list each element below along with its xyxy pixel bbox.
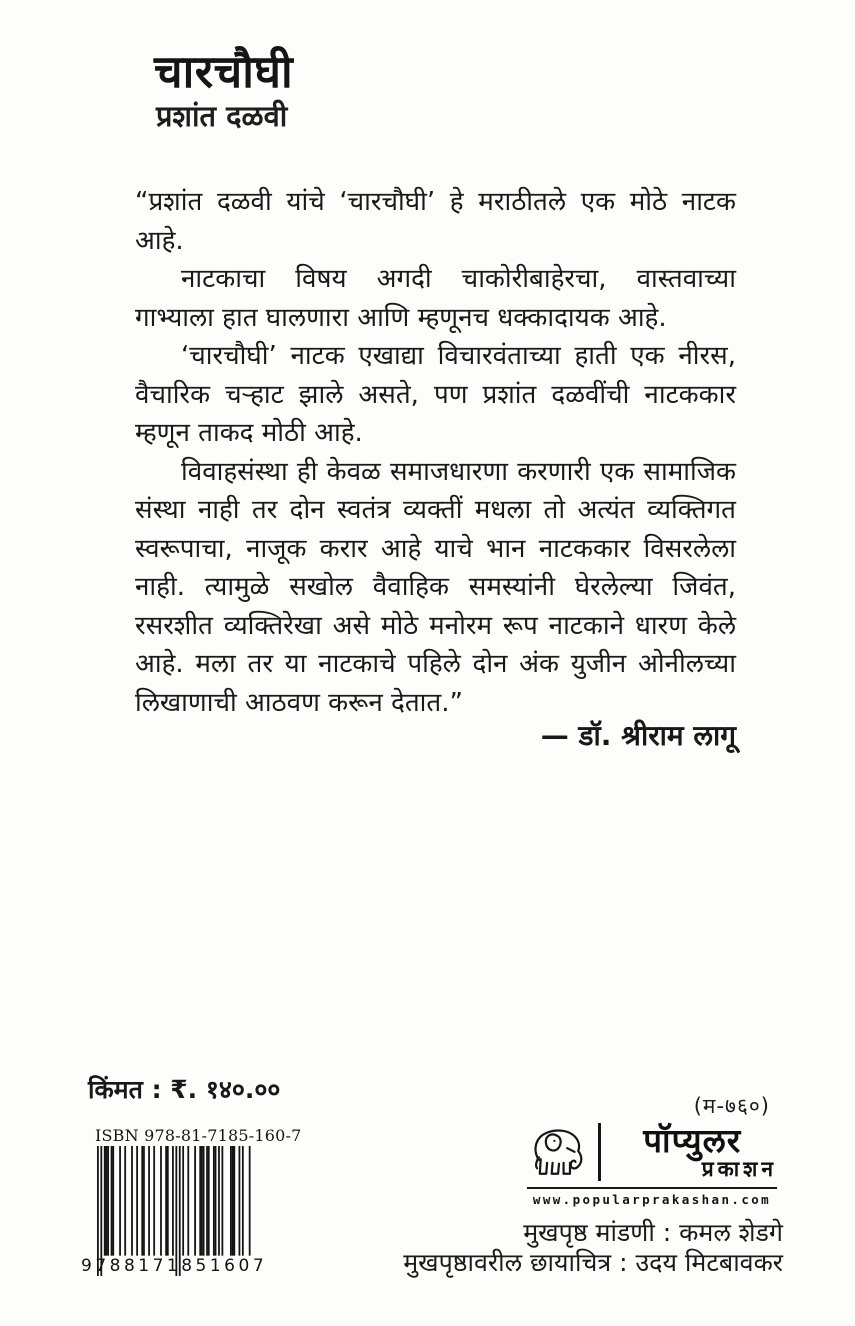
barcode-digit-group: 788171 [95,1256,182,1276]
publisher-name-line2: प्रकाशन [701,1156,777,1181]
blurb-paragraph: विवाहसंस्था ही केवळ समाजधारणा करणारी एक सामाजिक संस्था नाही तर दोन स्वतंत्र व्यक्तीं मधला तो अत्यंत व्यक्तिगत स्वरूपाचा, नाजूक करार आहे याचे भान नाटककार विसरलेला नाही. त्यामुळे सखोल वैवाहिक समस्यांनी घेरलेल्या जिवंत, रसरशीत व्यक्तिरेखा असे मोठे मनोरम रूप नाटकाने धारण केले आहे. मला तर या नाटकाचे पहिले दोन अंक युजीन ओनीलच्या लिखाणाची आठवण करून देतात.” [135,456,736,718]
publisher-logo-block [527,1120,777,1207]
barcode-digit-group: 851607 [181,1256,268,1276]
barcode-digit-group: 9 [81,1256,96,1276]
logo-divider [598,1123,601,1181]
cover-photo-credit: मुखपृष्ठावरील छायाचित्र : उदय मिटबावकर [403,1248,783,1277]
barcode [81,1146,268,1276]
publisher-website: www.popularprakashan.com [532,1192,772,1207]
cover-design-credit: मुखपृष्ठ मांडणी : कमल शेडगे [523,1218,783,1247]
book-title: चारचौघी [154,45,294,98]
blurb-paragraph: “प्रशांत दळवी यांचे ‘चारचौघी’ हे मराठीतले एक मोठे नाटक आहे. [135,187,736,256]
publisher-name-line1: पॉप्युलर [643,1120,742,1160]
credits-block [403,1218,783,1278]
price-label: किंमत : ₹. १४०.०० [88,1075,281,1104]
blurb-paragraph: ‘चारचौघी’ नाटक एखाद्या विचारवंताच्या हाती एक नीरस, वैचारिक चऱ्हाट झाले असते, पण प्रशांत दळवींची नाटककार म्हणून ताकद मोठी आहे. [135,341,736,448]
elephant-icon [527,1120,591,1184]
publisher-name [608,1120,778,1181]
blurb-attribution: — डॉ. श्रीराम लागू [540,719,736,752]
publisher-logo-row [527,1120,777,1189]
review-blurb [135,183,736,722]
isbn-barcode-block [81,1126,302,1276]
blurb-paragraph: नाटकाचा विषय अगदी चाकोरीबाहेरचा, वास्तवाच्या गाभ्याला हात घालणारा आणि म्हणूनच धक्कादायक आहे. [135,264,736,333]
book-author: प्रशांत दळवी [156,99,288,133]
isbn-label: ISBN 978-81-7185-160-7 [95,1126,302,1145]
barcode-digits [81,1256,268,1276]
series-code: (म-७६०) [693,1094,770,1118]
